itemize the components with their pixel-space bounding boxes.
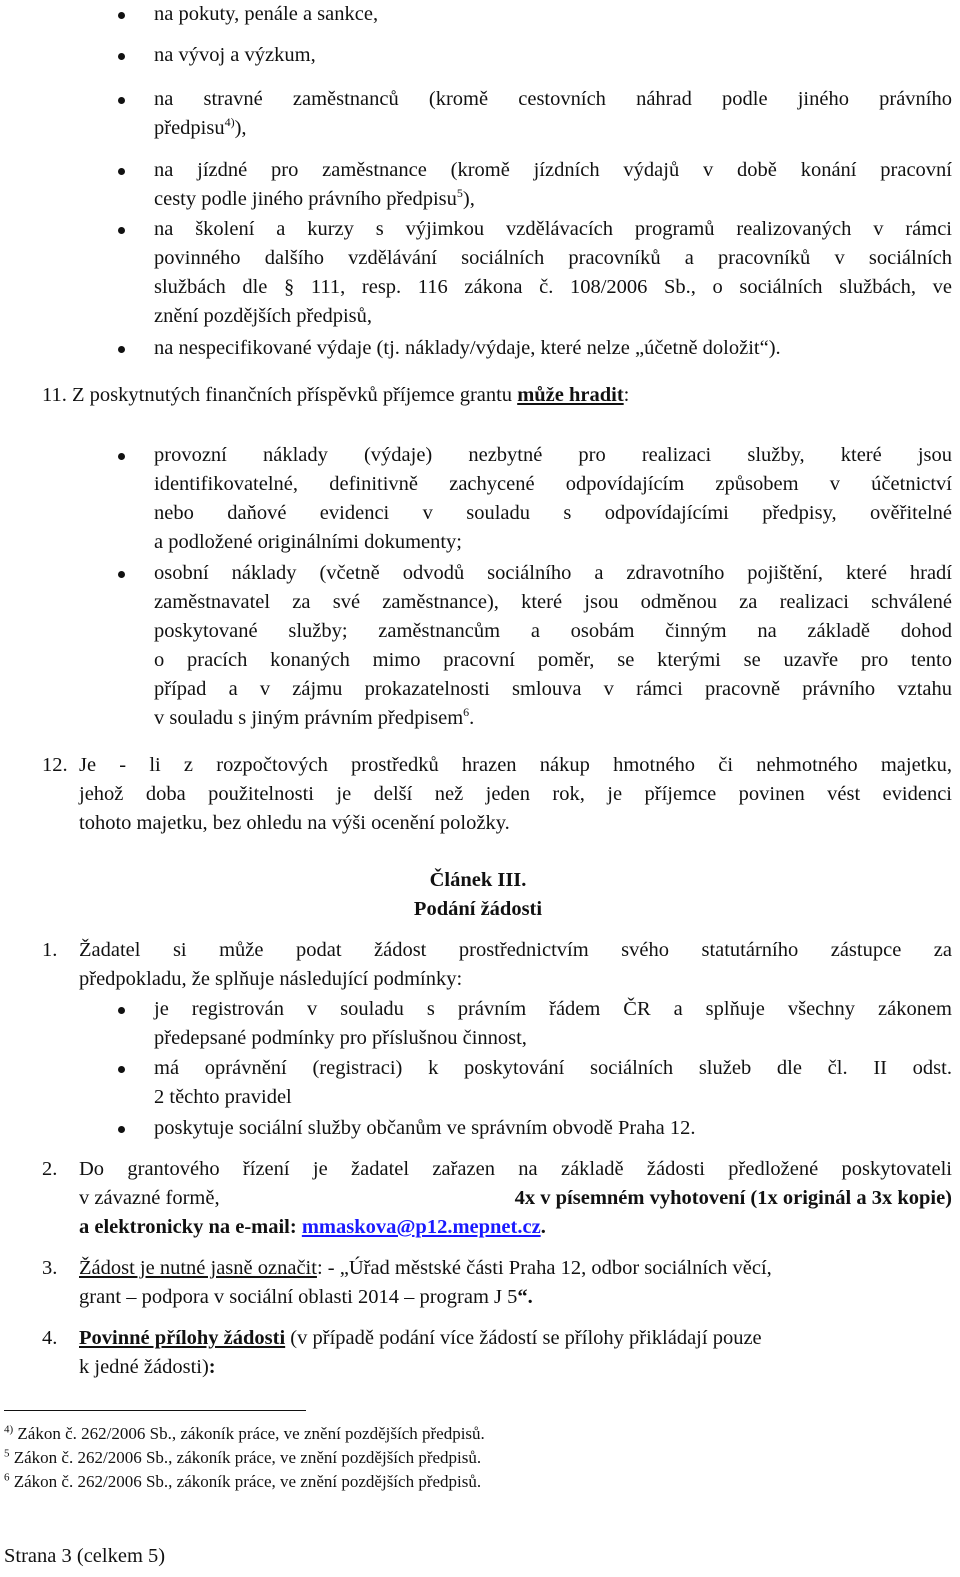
list-item: provozní náklady (výdaje) nezbytné pro realizaci služby, které jsou xyxy=(154,444,952,466)
list-item: případ a v zájmu prokazatelnosti smlouva v rámci pracovně právního vztahu xyxy=(154,678,952,700)
list-item: nebo daňové evidenci v souladu s odpovídajícími předpisy, ověřitelné xyxy=(154,502,952,524)
page-number: Strana 3 (celkem 5) xyxy=(4,1545,166,1567)
list-item: zaměstnavatel za své zaměstnance), které jsou odměnou za realizaci schválené xyxy=(154,591,952,613)
section-line: Žadatel si může podat žádost prostřednictvím svého statutárního zástupce za xyxy=(79,939,952,961)
emphasis: Žádost je nutné jasně označit xyxy=(79,1257,317,1279)
section-line: k jedné žádosti): xyxy=(79,1356,216,1378)
section-line: v závazné formě, 4x v písemném vyhotovení (1x originál a 3x kopie) xyxy=(79,1187,952,1209)
footnote: $^{4)}$ Zákon č. 262/2006 Sb., zákoník práce, ve znění pozdějších předpisů. xyxy=(4,1423,485,1443)
list-item: a podložené originálními dokumenty; xyxy=(154,531,463,553)
email-link[interactable]: mmaskova@p12.mepnet.cz xyxy=(301,1216,541,1238)
bullet xyxy=(118,97,125,104)
list-item: na školení a kurzy s výjimkou vzdělávacích programů realizovaných v rámci xyxy=(154,218,952,240)
section-line: grant – podpora v sociální oblasti 2014 – program J 5“. xyxy=(79,1286,533,1308)
bullet xyxy=(118,227,125,234)
paragraph-number: 11. xyxy=(42,384,67,406)
bullet xyxy=(118,168,125,175)
paragraph-line: Je - li z rozpočtových prostředků hrazen nákup hmotného či nehmotného majetku, xyxy=(79,754,952,776)
list-item: 2 těchto pravidel xyxy=(154,1086,292,1108)
list-item: na pokuty, penále a sankce, xyxy=(154,3,379,25)
article-subtitle: Podání žádosti xyxy=(413,898,543,920)
list-item: o pracích konaných mimo pracovní poměr, se kterými se uzavře pro tento xyxy=(154,649,952,671)
list-item: v souladu s jiným právním předpisem$^6$. xyxy=(154,705,475,729)
list-item: osobní náklady (včetně odvodů sociálního a zdravotního pojištění, které hradí xyxy=(154,562,952,584)
bullet xyxy=(118,1007,125,1014)
section-line: předpokladu, že splňuje následující podmínky: xyxy=(79,968,463,990)
footnote: $^5$ Zákon č. 262/2006 Sb., zákoník práce, ve znění pozdějších předpisů. xyxy=(4,1447,482,1467)
paragraph-line: tohoto majetku, bez ohledu na výši ocenění položky. xyxy=(79,812,510,834)
bullet xyxy=(118,12,125,19)
list-item: povinného dalšího vzdělávání sociálních pracovníků a pracovníků v sociálních xyxy=(154,247,952,269)
section-line: a elektronicky na e-mail: mmaskova@p12.mepnet.cz. xyxy=(79,1216,546,1238)
emphasis: může hradit xyxy=(517,384,624,406)
section-line: Povinné přílohy žádosti (v případě podání více žádostí se přílohy přikládají pouze xyxy=(79,1327,762,1349)
list-item: poskytované služby; zaměstnancům a osobám činným na základě dohod xyxy=(154,620,952,642)
paragraph-11: 11. Z poskytnutých finančních příspěvků příjemce grantu může hradit: xyxy=(42,384,630,406)
bullet xyxy=(118,571,125,578)
list-item: má oprávnění (registraci) k poskytování sociálních služeb dle čl. II odst. xyxy=(154,1057,952,1079)
emphasis: Povinné přílohy žádosti xyxy=(79,1327,286,1349)
bullet xyxy=(118,346,125,353)
list-item: na stravné zaměstnanců (kromě cestovních náhrad podle jiného právního xyxy=(154,88,952,110)
footnote: $^6$ Zákon č. 262/2006 Sb., zákoník práce, ve znění pozdějších předpisů. xyxy=(4,1471,482,1491)
list-item: je registrován v souladu s právním řádem ČR a splňuje všechny zákonem xyxy=(154,998,952,1020)
section-number: 4. xyxy=(42,1327,58,1349)
list-item: cesty podle jiného právního předpisu$^5$), xyxy=(154,186,475,210)
paragraph-number: 12. xyxy=(42,754,68,776)
footnote-divider xyxy=(4,1410,306,1411)
bullet xyxy=(118,453,125,460)
bullet xyxy=(118,53,125,60)
article-title: Článek III. xyxy=(429,869,527,891)
section-line: Žádost je nutné jasně označit: - „Úřad městské části Praha 12, odbor sociálních věcí, xyxy=(79,1257,772,1279)
list-item: na vývoj a výzkum, xyxy=(154,44,316,66)
bullet xyxy=(118,1066,125,1073)
list-item: znění pozdějších předpisů, xyxy=(154,305,373,327)
section-number: 1. xyxy=(42,939,58,961)
section-number: 3. xyxy=(42,1257,58,1279)
section-number: 2. xyxy=(42,1158,58,1180)
section-line: Do grantového řízení je žadatel zařazen na základě žádosti předložené poskytovateli xyxy=(79,1158,952,1180)
paragraph-line: jehož doba použitelnosti je delší než jeden rok, je příjemce povinen vést evidenci xyxy=(79,783,952,805)
list-item: poskytuje sociální služby občanům ve správním obvodě Praha 12. xyxy=(154,1117,696,1139)
list-item: předpisu$^{4)}$), xyxy=(154,115,247,139)
list-item: na jízdné pro zaměstnance (kromě jízdních výdajů v době konání pracovní xyxy=(154,159,952,181)
list-item: předepsané podmínky pro příslušnou činnost, xyxy=(154,1027,527,1049)
bullet xyxy=(118,1126,125,1133)
list-item: službách dle § 111, resp. 116 zákona č. 108/2006 Sb., o sociálních službách, ve xyxy=(154,276,952,298)
list-item: na nespecifikované výdaje (tj. náklady/výdaje, které nelze „účetně doložit“). xyxy=(154,337,781,359)
list-item: identifikovatelné, definitivně zachycené odpovídajícím způsobem v účetnictví xyxy=(154,473,952,495)
